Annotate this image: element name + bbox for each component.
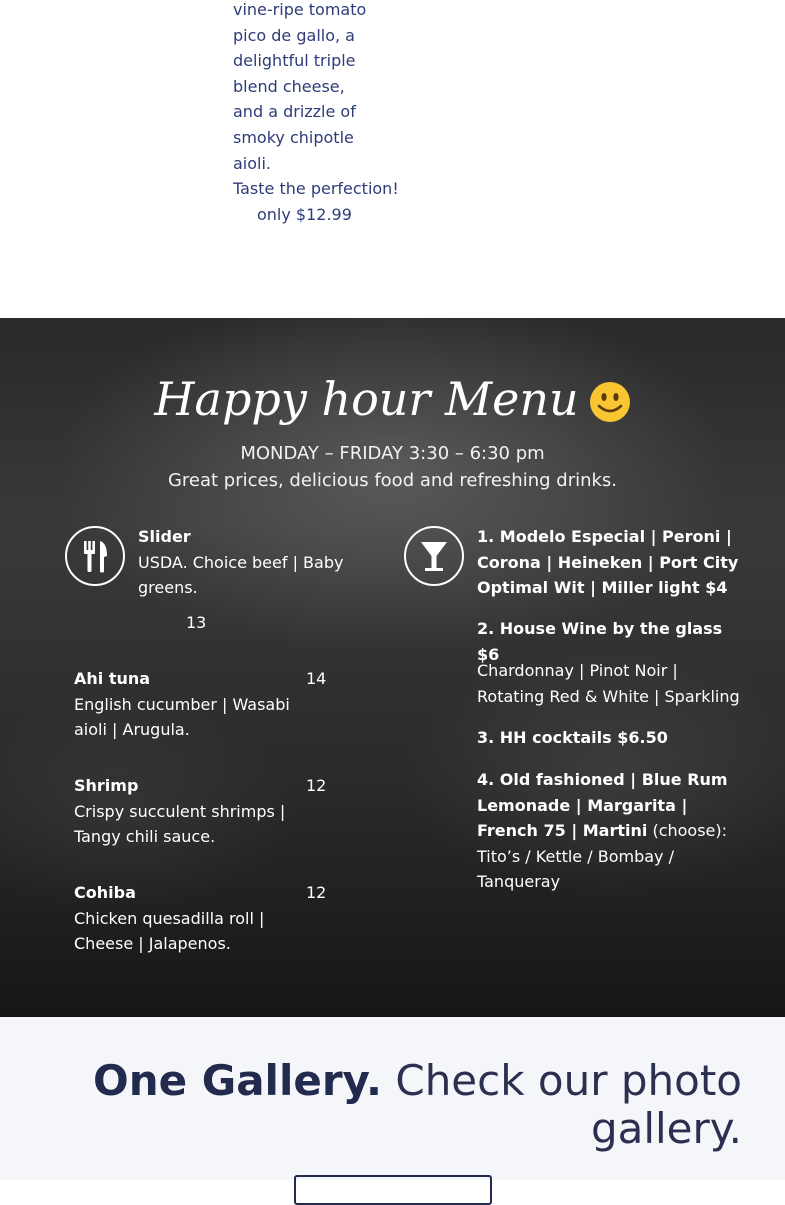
food-item-desc: English cucumber | Wasabi aioli | Arugula.: [74, 694, 290, 740]
smiley-face-icon: [589, 378, 631, 420]
food-item-desc: USDA. Choice beef | Baby greens.: [138, 552, 344, 598]
food-item-price: 13: [186, 613, 207, 632]
promo-tagline: Taste the perfection!: [233, 179, 399, 199]
food-item-desc: Chicken quesadilla roll | Cheese | Jalapenos.: [74, 908, 265, 954]
drink-cocktails-choose: (choose):: [647, 821, 728, 841]
cocktail-glass-icon: [404, 526, 464, 586]
drink-cocktails-spirits: Tito’s / Kettle / Bombay / Tanqueray: [477, 846, 674, 892]
happy-hour-tagline: Great prices, delicious food and refreshing drinks.: [167, 470, 618, 491]
promo-line: vine-ripe tomato: [233, 0, 367, 19]
promo-price: only $12.99: [257, 204, 352, 224]
food-item-name: Ahi tuna: [74, 669, 151, 688]
food-item-cohiba: [74, 880, 302, 957]
happy-hour-title: [0, 370, 785, 428]
drink-cocktails: [477, 767, 749, 895]
promo-description: [233, 0, 433, 227]
promo-line: aioli.: [233, 153, 272, 173]
promo-line: delightful triple: [233, 51, 356, 71]
gallery-heading: [42, 1057, 742, 1153]
food-item-shrimp: [74, 773, 302, 850]
promo-line: smoky chipotle: [233, 127, 354, 147]
gallery-section: [0, 1017, 785, 1180]
drink-beer: 1. Modelo Especial | Peroni | Corona | Heineken | Port City Optimal Wit | Miller light $4: [477, 527, 739, 598]
food-item-price: 14: [306, 669, 327, 688]
food-item-price: 12: [306, 776, 327, 795]
drink-wine-options: Chardonnay | Pinot Noir | Rotating Red & White | Sparkling: [477, 661, 740, 706]
gallery-heading-strong: One Gallery.: [93, 1056, 383, 1105]
drink-cocktails-title: 3. HH cocktails $6.50: [477, 728, 668, 747]
happy-hour-section: [0, 318, 785, 1017]
food-item-name: Slider: [138, 527, 191, 546]
gallery-heading-rest: Check our photo gallery.: [382, 1056, 742, 1153]
food-item-name: Cohiba: [74, 883, 136, 902]
promo-line: pico de gallo, a: [233, 25, 355, 45]
drink-wine-title: 2. House Wine by the glass $6: [477, 619, 723, 664]
food-item-desc: Crispy succulent shrimps | Tangy chili sauce.: [74, 801, 286, 847]
happy-hour-hours: MONDAY – FRIDAY 3:30 – 6:30 pm: [240, 443, 545, 464]
promo-section: [0, 0, 785, 318]
promo-line: and a drizzle of: [233, 102, 356, 122]
utensils-icon: [65, 526, 125, 586]
food-item-name: Shrimp: [74, 776, 139, 795]
food-item-ahi-tuna: [74, 666, 302, 743]
food-item-price: 12: [306, 883, 327, 902]
happy-hour-title-text: Happy hour Menu: [154, 372, 579, 426]
food-item-slider: [138, 524, 358, 601]
promo-line: blend cheese,: [233, 76, 345, 96]
drink-cocktails-list: 4. Old fashioned | Blue Rum Lemonade | Margarita | French 75 | Martini: [477, 770, 728, 841]
